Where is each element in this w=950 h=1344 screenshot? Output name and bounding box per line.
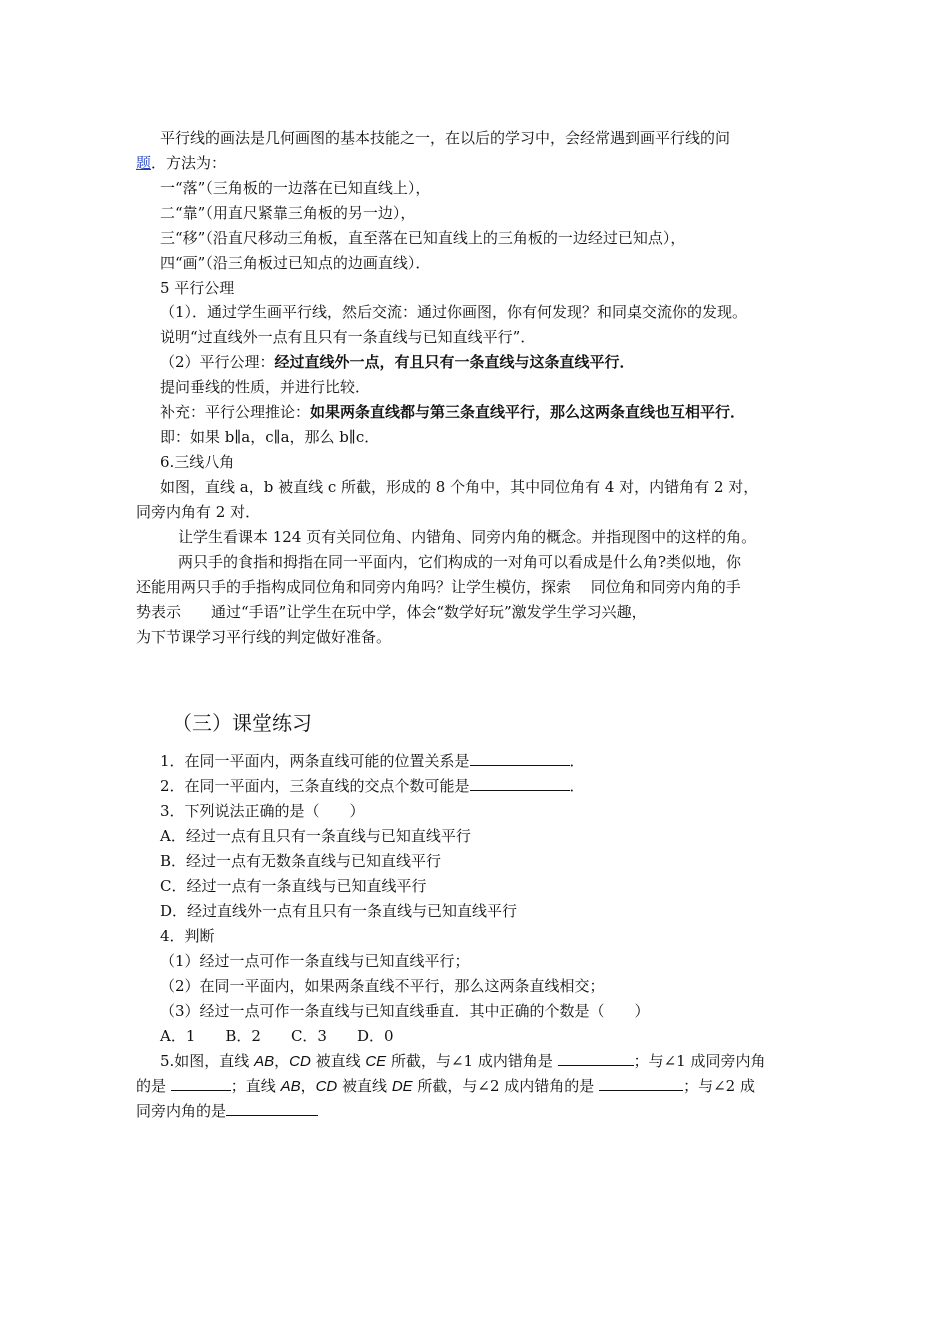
angles-p1b: 同旁内角有 2 对． <box>136 503 261 521</box>
question-4-item-2: （2）在同一平面内，如果两条直线不平行，那么这两条直线相交； <box>160 977 605 995</box>
answer-blank-2[interactable] <box>470 776 570 791</box>
intro-step-4: 四“画”（沿三角板过已知点的边画直线）． <box>160 254 431 272</box>
q5-line-cd-2: CD <box>315 1078 338 1095</box>
question-4: 4．判断 <box>160 927 215 945</box>
question-4-item-1: （1）经过一点可作一条直线与已知直线平行； <box>160 952 470 970</box>
axiom-p5 <box>160 402 745 422</box>
angles-p3c: 势表示 通过“手语”让学生在玩中学，体会“数学好玩”激发学生学习兴趣， <box>136 603 647 621</box>
axiom-p3 <box>160 352 635 372</box>
question-1 <box>160 751 585 771</box>
axiom-p1: （1）．通过学生画平行线，然后交流：通过你画图，你有何发现？和同桌交流你的发现。 <box>160 303 748 321</box>
question-2-text: 2．在同一平面内，三条直线的交点个数可能是 <box>160 777 470 795</box>
axiom-corollary: 如果两条直线都与第三条直线平行，那么这两条直线也互相平行． <box>310 403 746 421</box>
q5-line-ce: CE <box>365 1053 387 1070</box>
q5-line-cd: CD <box>289 1053 311 1070</box>
answer-blank-5c[interactable] <box>599 1076 683 1091</box>
question-1-end: ． <box>569 752 585 770</box>
q5-comma-2: ， <box>300 1077 316 1095</box>
q5-text-j: 同旁内角的是 <box>136 1102 227 1120</box>
intro-step-2: 二“靠”（用直尺紧靠三角板的另一边）， <box>160 204 416 222</box>
question-5-line-1 <box>160 1051 766 1071</box>
question-3: 3．下列说法正确的是（ ） <box>160 802 365 820</box>
practice-heading: （三）课堂练习 <box>172 711 312 735</box>
intro-line-1: 平行线的画法是几何画图的基本技能之一，在以后的学习中，会经常遇到画平行线的问 <box>160 129 731 147</box>
q5-text-i: ；与∠2 成 <box>683 1077 755 1095</box>
axiom-heading: 5 平行公理 <box>160 279 235 297</box>
answer-blank-5d[interactable] <box>226 1101 318 1116</box>
q5-text-a: 5.如图，直线 <box>160 1052 255 1070</box>
question-2 <box>160 776 585 796</box>
angles-p2: 让学生看课本 124 页有关同位角、内错角、同旁内角的概念。并指现图中的这样的角。 <box>178 528 757 546</box>
q5-text-f: ；直线 <box>230 1077 281 1095</box>
intro-line-2 <box>136 153 226 173</box>
question-3-option-a: A．经过一点有且只有一条直线与已知直线平行 <box>160 827 471 845</box>
axiom-p6: 即：如果 b∥a，c∥a，那么 b∥c． <box>160 428 380 446</box>
question-3-option-c: C．经过一点有一条直线与已知直线平行 <box>160 877 427 895</box>
intro-step-3: 三“移”（沿直尺移动三角板，直至落在已知直线上的三角板的一边经过已知点）， <box>160 229 686 247</box>
angles-p3b: 还能用两只手的手指构成同位角和同旁内角吗？让学生模仿，探索 同位角和同旁内角的手 <box>136 578 741 596</box>
question-2-end: ． <box>569 777 585 795</box>
q5-text-b: 被直线 <box>310 1052 366 1070</box>
question-4-item-3: （3）经过一点可作一条直线与已知直线垂直．其中正确的个数是（ ） <box>160 1002 650 1020</box>
question-5-line-2 <box>136 1076 755 1096</box>
glossary-link[interactable]: 题 <box>136 154 152 172</box>
intro-step-1: 一“落”（三角板的一边落在已知直线上）， <box>160 179 431 197</box>
angles-p1a: 如图，直线 a，b 被直线 c 所截，形成的 8 个角中，其中同位角有 4 对，内错角有 2 对， <box>160 478 759 496</box>
q5-comma: ， <box>274 1052 290 1070</box>
answer-blank-5b[interactable] <box>171 1076 231 1091</box>
q5-line-ab-2: AB <box>280 1078 301 1095</box>
answer-blank-1[interactable] <box>470 751 570 766</box>
question-4-options: A．1 B．2 C．3 D．0 <box>160 1027 394 1045</box>
q5-text-e: 的是 <box>136 1077 171 1095</box>
q5-text-d: ；与∠1 成同旁内角 <box>633 1052 766 1070</box>
axiom-p2: 说明“过直线外一点有且只有一条直线与已知直线平行”． <box>160 328 536 346</box>
axiom-statement: 经过直线外一点，有且只有一条直线与这条直线平行． <box>274 353 635 371</box>
q5-text-g: 被直线 <box>337 1077 392 1095</box>
q5-text-c: 所截，与∠1 成内错角是 <box>386 1052 558 1070</box>
intro-line-2-rest: ．方法为： <box>151 154 227 172</box>
angles-p3a: 两只手的食指和拇指在同一平面内，它们构成的一对角可以看成是什么角?类似地，你 <box>178 553 742 571</box>
axiom-p4: 提问垂线的性质，并进行比较． <box>160 378 371 396</box>
question-3-option-b: B．经过一点有无数条直线与已知直线平行 <box>160 852 442 870</box>
question-1-text: 1．在同一平面内，两条直线可能的位置关系是 <box>160 752 470 770</box>
angles-heading: 6.三线八角 <box>160 453 235 471</box>
question-5-line-3 <box>136 1101 318 1121</box>
answer-blank-5a[interactable] <box>558 1051 634 1066</box>
q5-line-de: DE <box>391 1078 413 1095</box>
axiom-p5-label: 补充：平行公理推论： <box>160 403 311 421</box>
q5-line-ab: AB <box>254 1053 275 1070</box>
q5-text-h: 所截，与∠2 成内错角的是 <box>412 1077 600 1095</box>
angles-p3d: 为下节课学习平行线的判定做好准备。 <box>136 628 392 646</box>
axiom-p3-label: （2）平行公理： <box>160 353 275 371</box>
question-3-option-d: D．经过直线外一点有且只有一条直线与已知直线平行 <box>160 902 518 920</box>
